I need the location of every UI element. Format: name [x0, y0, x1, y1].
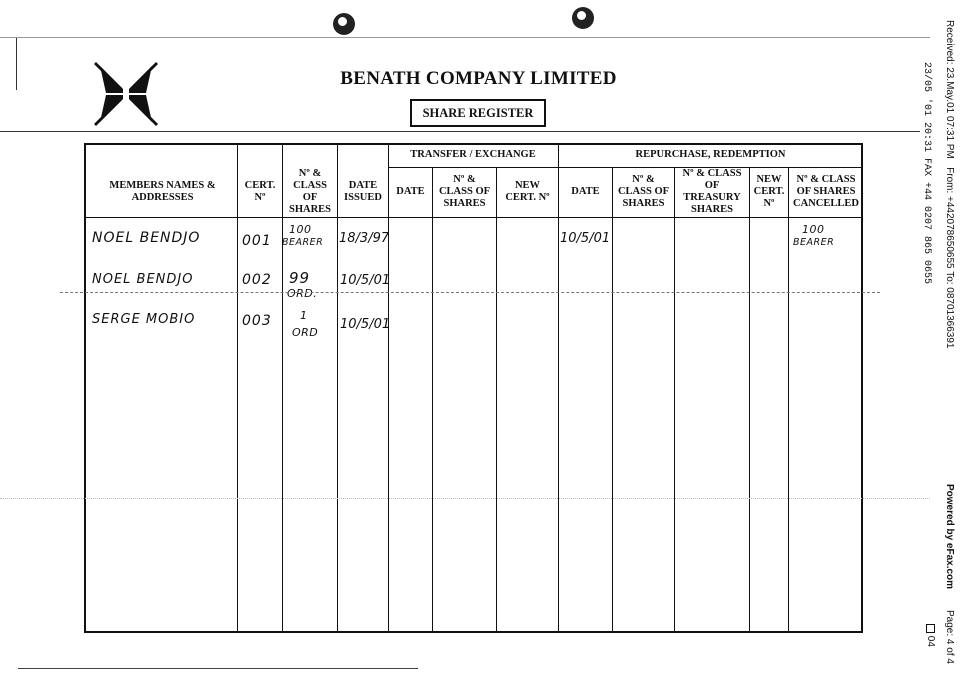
- row2-shares-class: ORD.: [287, 287, 318, 300]
- col-cert: CERT. Nº: [244, 180, 276, 203]
- transfer-group-header: TRANSFER / EXCHANGE: [410, 149, 536, 160]
- row3-member-name: SERGE MOBIO: [92, 312, 196, 327]
- row3-shares-class: ORD: [292, 326, 319, 339]
- col-transfer-date: DATE: [396, 186, 425, 197]
- col-repurchase-date: DATE: [571, 186, 600, 197]
- col-transfer-new-cert: NEW CERT. Nº: [505, 180, 550, 203]
- scan-artifact-line: [60, 292, 880, 293]
- header-separator: [0, 131, 920, 132]
- col-date-issued: DATE ISSUED: [344, 180, 382, 203]
- row1-member-name: NOEL BENDJO: [92, 230, 201, 246]
- bottom-edge-line: [18, 668, 418, 669]
- col-class: Nº & CLASS OF SHARES: [288, 168, 331, 215]
- row2-cert: 002: [242, 272, 272, 288]
- header-bottom-line: [86, 217, 861, 218]
- punch-hole-left: [333, 13, 355, 35]
- row2-date-issued: 10/5/01: [340, 273, 391, 288]
- scan-artifact-line: [0, 498, 930, 499]
- col-members: MEMBERS NAMES & ADDRESSES: [109, 180, 216, 203]
- col-divider: [674, 167, 675, 631]
- col-divider: [432, 167, 433, 631]
- fax-received-stamp: Received: 23.May.01 07:31 PM From: +442078650655 To: 08701366391: [944, 20, 955, 349]
- powered-by-efax: Powered by eFax.com: [944, 484, 955, 590]
- row3-cert: 003: [242, 313, 272, 329]
- fax-transmission-line: 23/05 '01 20:31 FAX +44 0207 865 0655: [921, 62, 932, 285]
- col-shares-cancelled: Nº & CLASS OF SHARES CANCELLED: [793, 174, 859, 209]
- row2-shares-count: 99: [289, 269, 311, 287]
- repurchase-group-header: REPURCHASE, REDEMPTION: [635, 149, 786, 160]
- row2-member-name: NOEL BENDJO: [92, 272, 194, 287]
- row3-shares-count: 1: [300, 309, 308, 322]
- punch-hole-right: [572, 7, 594, 29]
- company-name: BENATH COMPANY LIMITED: [340, 68, 617, 89]
- fax-page-number: Page: 4 of 4: [944, 610, 955, 664]
- row1-cancelled-count: 100: [802, 223, 825, 236]
- row1-shares-class: BEARER: [282, 237, 324, 248]
- col-repurchase-class: Nº & CLASS OF SHARES: [617, 174, 670, 209]
- row3-date-issued: 10/5/01: [340, 317, 391, 332]
- col-divider: [612, 167, 613, 631]
- col-repurchase-new-cert: NEW CERT. Nº: [753, 174, 785, 209]
- fax-top-line: [0, 37, 930, 38]
- share-register-table: [84, 143, 863, 633]
- col-divider: [749, 167, 750, 631]
- col-divider: [496, 167, 497, 631]
- row1-date-issued: 18/3/97: [339, 231, 390, 246]
- col-transfer-class: Nº & CLASS OF SHARES: [438, 174, 491, 209]
- row1-shares-count: 100: [289, 223, 312, 236]
- fax-page-box: 04: [925, 624, 936, 647]
- row1-repurchase-date: 10/5/01: [560, 231, 611, 246]
- document-title: SHARE REGISTER: [410, 99, 546, 127]
- col-treasury-shares: Nº & CLASS OF TREASURY SHARES: [682, 168, 742, 215]
- col-divider: [788, 167, 789, 631]
- row1-cancelled-class: BEARER: [793, 237, 835, 248]
- row1-cert: 001: [242, 233, 272, 249]
